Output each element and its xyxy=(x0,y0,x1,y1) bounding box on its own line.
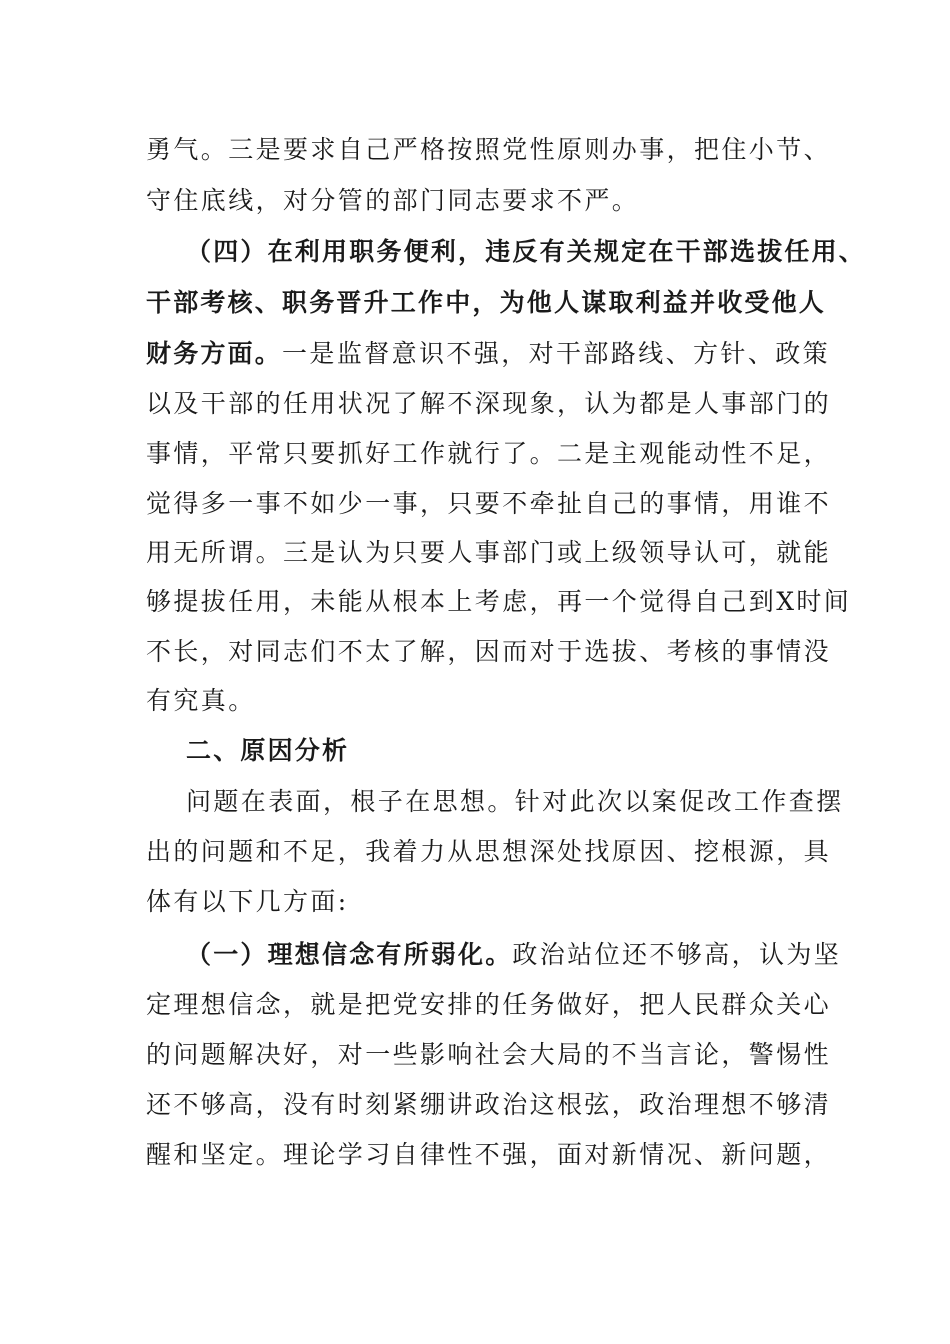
paragraph-line xyxy=(186,935,841,975)
body-text: 够提拔任用，未能从根本上考虑，再一个觉得自己到X时间 xyxy=(146,587,852,616)
paragraph-line xyxy=(146,1135,831,1175)
body-text: 一是监督意识不强，对干部路线、方针、政策 xyxy=(282,339,831,368)
paragraph-line xyxy=(146,882,349,922)
paragraph-line xyxy=(146,181,639,221)
body-text: 问题在表面，根子在思想。针对此次以案促改工作查摆 xyxy=(186,787,844,816)
paragraph-line xyxy=(146,1085,831,1125)
body-text: 觉得多一事不如少一事，只要不牵扯自己的事情，用谁不 xyxy=(146,489,832,518)
section-heading-line xyxy=(186,731,349,771)
body-text: 不长，对同志们不太了解，因而对于选拔、考核的事情没 xyxy=(146,637,832,666)
paragraph-line xyxy=(146,681,256,721)
section-heading-text: （四）在利用职务便利，违反有关规定在干部选拔任用、 xyxy=(186,237,867,266)
section-heading-text: 财务方面。 xyxy=(146,339,283,368)
paragraph-line xyxy=(146,832,831,872)
paragraph-line xyxy=(146,582,851,622)
body-text: 体有以下几方面: xyxy=(146,887,349,916)
body-text: 事情，平常只要抓好工作就行了。二是主观能动性不足， xyxy=(146,439,832,468)
paragraph-line xyxy=(146,484,831,524)
paragraph-line xyxy=(146,985,831,1025)
section-heading-text: 二、原因分析 xyxy=(186,736,350,765)
body-text: 用无所谓。三是认为只要人事部门或上级领导认可，就能 xyxy=(146,538,832,567)
body-text: 勇气。三是要求自己严格按照党性原则办事，把住小节、 xyxy=(146,135,832,164)
paragraph-line xyxy=(146,130,831,170)
paragraph-line xyxy=(186,782,844,822)
body-text: 以及干部的任用状况了解不深现象，认为都是人事部门的 xyxy=(146,389,832,418)
section-heading-text: （一）理想信念有所弱化。 xyxy=(186,940,513,969)
section-heading-line xyxy=(186,232,866,272)
paragraph-line xyxy=(146,434,831,474)
paragraph-line xyxy=(146,1035,831,1075)
body-text: 守住底线，对分管的部门同志要求不严。 xyxy=(146,186,640,215)
paragraph-line xyxy=(146,384,831,424)
body-text: 定理想信念，就是把党安排的任务做好，把人民群众关心 xyxy=(146,990,832,1019)
body-text: 出的问题和不足，我着力从思想深处找原因、挖根源，具 xyxy=(146,837,832,866)
section-heading-text: 干部考核、职务晋升工作中，为他人谋取利益并收受他人 xyxy=(146,288,827,317)
paragraph-line xyxy=(146,334,830,374)
body-text: 还不够高，没有时刻紧绷讲政治这根弦，政治理想不够清 xyxy=(146,1090,832,1119)
paragraph-line xyxy=(146,533,831,573)
body-text: 的问题解决好，对一些影响社会大局的不当言论，警惕性 xyxy=(146,1040,832,1069)
paragraph-line xyxy=(146,632,831,672)
body-text: 醒和坚定。理论学习自律性不强，面对新情况、新问题， xyxy=(146,1140,832,1169)
section-heading-line xyxy=(146,283,826,323)
body-text: 政治站位还不够高，认为坚 xyxy=(512,940,842,969)
body-text: 有究真。 xyxy=(146,686,256,715)
